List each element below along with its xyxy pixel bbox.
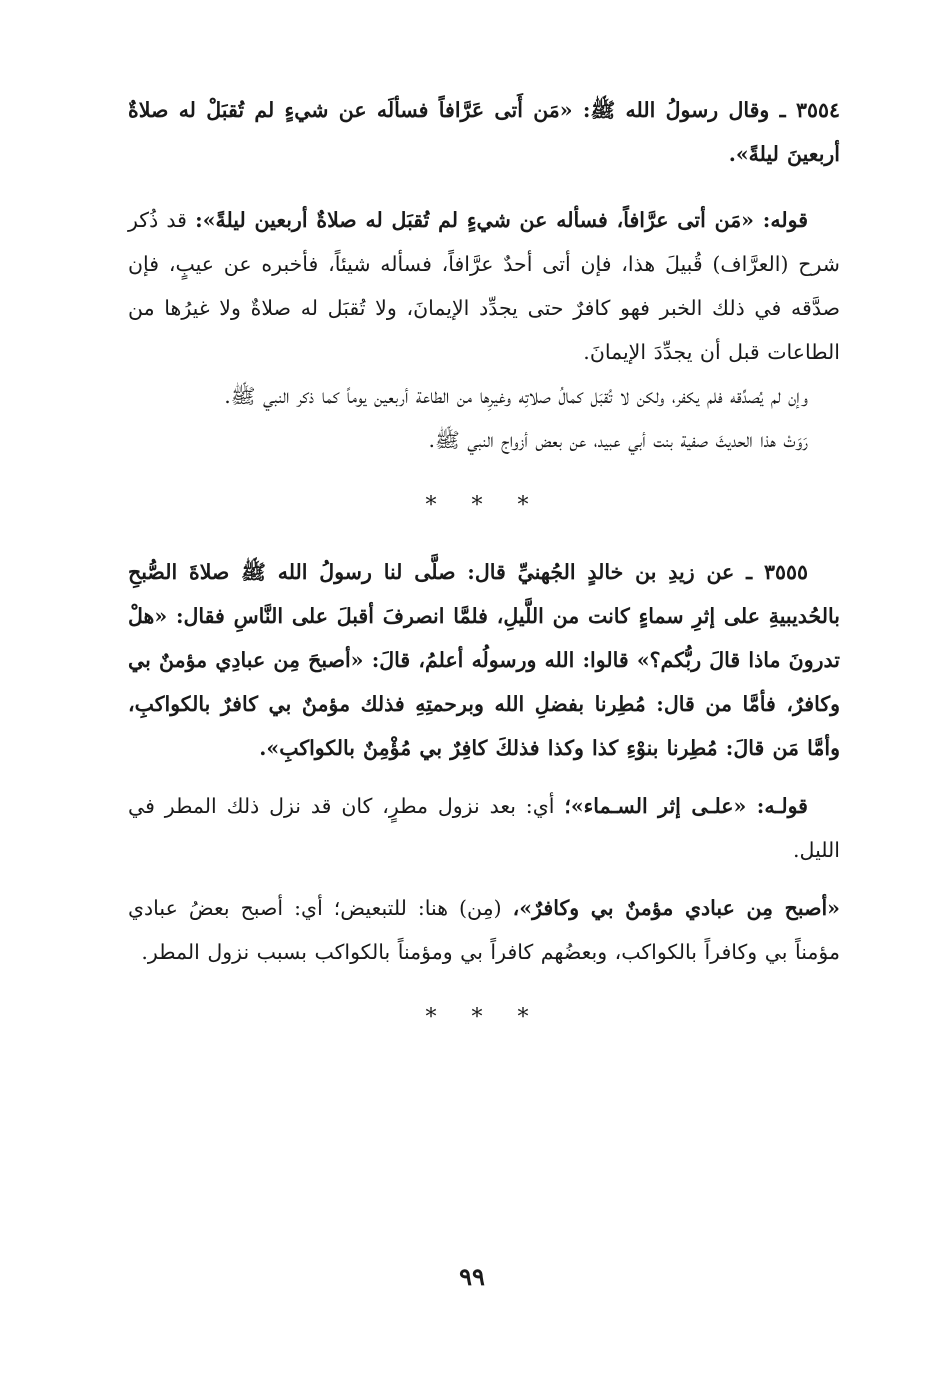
commentary-text: أي: بعد نزول مطرٍ، كان قد نزل ذلك المطر في الليل. bbox=[128, 794, 840, 862]
hadith-number: ٣٥٥٥ bbox=[763, 560, 808, 584]
commentary-text: قد ذُكر شرح (العرَّاف) قُبيلَ هذا، فإن أتى أحدٌ عرَّافاً، فسأله شيئاً، فأخبره عن عيبٍ، فإن صدَّقه في ذلك الخبر فهو كافرٌ حتى يجدِّد الإيمانَ، ولا تُقبَل له صلاةٌ ولا غيرُها من الطاعات قبل أن يجدِّدَ الإيمانَ. bbox=[128, 208, 840, 364]
hadith-text: ـ وقال رسولُ الله ﷺ: «مَن أَتى عَرَّافاً فسألَه عن شيءٍ لم تُقبَلْ له صلاةٌ أربعينَ ليلةً». bbox=[128, 98, 840, 166]
commentary-paragraph bbox=[128, 886, 840, 974]
commentary-paragraph: وإن لم يُصدِّقه فلم يكفر، ولكن لا تُقبَل كمالُ صلاتِه وغيرِها من الطاعة أربعين يوماً كما ذكر النبي ﷺ. bbox=[224, 384, 808, 408]
commentary-lead: قوله: «مَن أتى عرَّافاً، فسأله عن شيءٍ لم تُقبَل له صلاةٌ أربعين ليلةً»: bbox=[195, 208, 808, 232]
section-separator: * * * bbox=[425, 493, 543, 518]
narration-note: رَوَتْ هذا الحديثَ صفية بنت أبي عبيد، عن بعض أزواج النبي ﷺ. bbox=[428, 428, 808, 452]
section-separator: * * * bbox=[425, 1005, 543, 1030]
commentary-paragraph bbox=[128, 784, 840, 872]
commentary-lead: «أصبح مِن عبادي مؤمنٌ بي وكافرٌ»، bbox=[512, 896, 840, 920]
commentary-paragraph bbox=[128, 198, 840, 374]
commentary-text: (مِن) هنا: للتبعيض؛ أي: أصبح بعضُ عبادي مؤمناً بي وكافراً بالكواكب، وبعضُهم كافراً بي ومؤمناً بالكواكب بسبب نزول المطر. bbox=[128, 896, 840, 964]
page-body bbox=[128, 88, 840, 1040]
hadith-text: ـ عن زيدِ بن خالدٍ الجُهنيِّ قال: صلَّى لنا رسولُ الله ﷺ صلاةَ الصُّبحِ بالحُديبيةِ على إثرِ سماءٍ كانت من اللَّيلِ، فلمَّا انصرفَ أقبلَ على النَّاسِ فقال: «هلْ تدرونَ ماذا قالَ ربُّكم؟» قالوا: الله ورسولُه أعلمُ، قالَ: «أصبحَ مِن عبادِي مؤمنٌ بي وكافرٌ، فأمَّا من قال: مُطِرنا بفضلِ الله وبرحمتِهِ فذلك مؤمنٌ بي كافرٌ بالكواكبِ، وأمَّا مَن قالَ: مُطِرنا بنوْءِ كذا وكذا فذلكَ كافِرٌ بي مُؤْمِنٌ بالكواكبِ». bbox=[128, 560, 840, 760]
hadith-number: ٣٥٥٤ bbox=[795, 98, 840, 122]
hadith-3555 bbox=[128, 550, 840, 770]
page-number: ٩٩ bbox=[459, 1262, 485, 1291]
hadith-3554 bbox=[128, 88, 840, 176]
commentary-lead: قولـه: «علـى إثر السـماء»؛ bbox=[564, 794, 808, 818]
